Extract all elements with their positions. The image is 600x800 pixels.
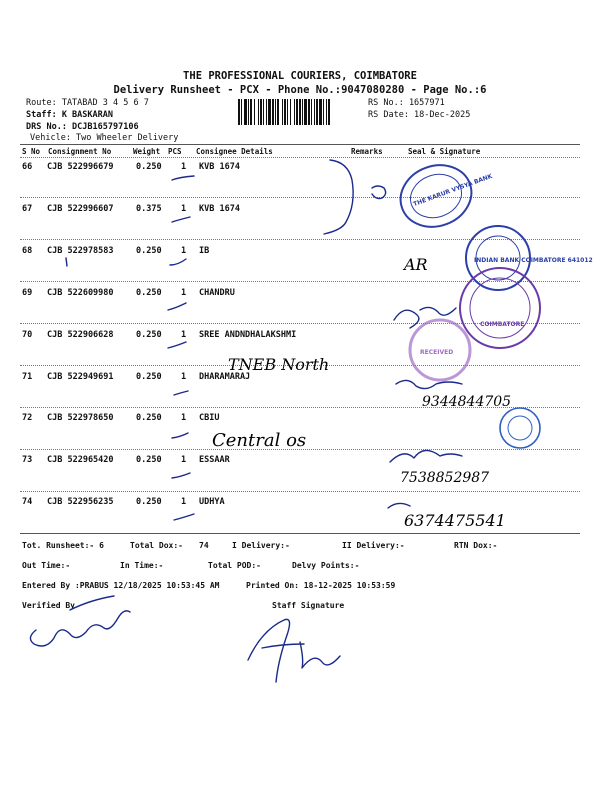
row-weight: 0.250 — [136, 413, 162, 423]
verified-signature-stroke — [70, 596, 114, 610]
col-remarks: Remarks — [351, 147, 383, 156]
row-sno: 69 — [22, 288, 33, 298]
stamp-round-blue — [500, 408, 540, 448]
route-label: Route: TATABAD 3 4 5 6 7 — [26, 98, 149, 108]
sig-row68: AR — [404, 255, 428, 274]
row-pcs: 1 — [181, 162, 187, 172]
total-pod: Total POD:- — [208, 561, 261, 570]
row-weight: 0.250 — [136, 497, 162, 507]
entered-by: Entered By :PRABUS 12/18/2025 10:53:45 AM — [22, 581, 220, 590]
col-sno: S No — [22, 147, 41, 156]
drs-label: DRS No.: DCJB165797106 — [26, 122, 139, 132]
staff-signature — [248, 619, 340, 682]
sig-row74 — [388, 503, 410, 508]
tick-71 — [174, 391, 188, 395]
stamp-indian-text: INDIAN BANK COIMBATORE 641012 — [474, 257, 593, 264]
in-time: In Time:- — [120, 561, 164, 570]
i-delivery: I Delivery:- — [232, 541, 290, 550]
tick-67 — [172, 217, 190, 222]
row-sno: 72 — [22, 413, 33, 423]
row-pcs: 1 — [181, 497, 187, 507]
row-pcs: 1 — [181, 330, 187, 340]
bracket-66-67 — [324, 160, 353, 234]
delvy-points: Delvy Points:- — [292, 561, 360, 570]
tick-69 — [168, 303, 186, 310]
row-consignment-no: CJB 522978583 — [47, 246, 114, 256]
phone-row71: 9344844705 — [422, 394, 512, 410]
verified-signature — [30, 611, 130, 646]
note-row72: Central os — [212, 430, 307, 451]
stamp-karur-vysya — [392, 147, 503, 236]
rs-date: RS Date: 18-Dec-2025 — [368, 110, 471, 120]
row-consignment-no: CJB 522996607 — [47, 204, 114, 214]
row-consignee: IB — [199, 246, 210, 256]
row-consignee: CHANDRU — [199, 288, 235, 298]
row-weight: 0.375 — [136, 204, 162, 214]
row-sno: 66 — [22, 162, 33, 172]
tick-73 — [172, 473, 190, 478]
sig-row73 — [390, 450, 462, 462]
row-sno: 73 — [22, 455, 33, 465]
phone-row74: 6374475541 — [404, 511, 506, 530]
row-pcs: 1 — [181, 372, 187, 382]
row-pcs: 1 — [181, 204, 187, 214]
row-consignee: SREE ANDNDHALAKSHMI — [199, 330, 297, 340]
col-pcs: PCS — [168, 147, 182, 156]
row-weight: 0.250 — [136, 330, 162, 340]
row-sno: 70 — [22, 330, 33, 340]
stamp-coimbatore-text: COIMBATORE — [480, 321, 525, 328]
row-sno: 68 — [22, 246, 33, 256]
initials-66 — [372, 186, 386, 199]
row-consignee: CBIU — [199, 413, 220, 423]
tick-70 — [168, 342, 186, 348]
phone-row73: 7538852987 — [400, 470, 490, 486]
row-sno: 71 — [22, 372, 33, 382]
row-pcs: 1 — [181, 455, 187, 465]
total-dox-value: 74 — [199, 541, 209, 550]
tick-74 — [174, 514, 194, 520]
col-consignment: Consignment No — [48, 147, 112, 156]
row-weight: 0.250 — [136, 246, 162, 256]
col-seal: Seal & Signature — [408, 147, 481, 156]
staff-label: Staff: K BASKARAN — [26, 110, 113, 120]
tick-66 — [172, 176, 194, 180]
sig-row71 — [396, 380, 462, 388]
row-pcs: 1 — [181, 246, 187, 256]
stamp-received — [410, 320, 470, 380]
row-consignee: DHARAMARAJ — [199, 372, 251, 382]
row-weight: 0.250 — [136, 288, 162, 298]
out-time: Out Time:- — [22, 561, 71, 570]
row-pcs: 1 — [181, 413, 187, 423]
staff-signature-label: Staff Signature — [272, 601, 345, 610]
row-consignment-no: CJB 522996679 — [47, 162, 114, 172]
row-consignment-no: CJB 522906628 — [47, 330, 114, 340]
tick-68 — [170, 259, 186, 265]
row-consignee: ESSAAR — [199, 455, 230, 465]
runsheet-title: Delivery Runsheet - PCX - Phone No.:9047080280 - Page No.:6 — [113, 84, 487, 96]
row-consignment-no: CJB 522965420 — [47, 455, 114, 465]
row-consignment-no: CJB 522978650 — [47, 413, 114, 423]
total-dox-label: Total Dox:- — [130, 541, 183, 550]
company-title: THE PROFESSIONAL COURIERS, COIMBATORE — [183, 70, 417, 82]
row-consignment-no: CJB 522956235 — [47, 497, 114, 507]
tick-72 — [172, 433, 188, 438]
vehicle-label: Vehicle: Two Wheeler Delivery — [30, 133, 179, 143]
row-sno: 74 — [22, 497, 33, 507]
col-details: Consignee Details — [196, 147, 273, 156]
row-pcs: 1 — [181, 288, 187, 298]
rtn-dox: RTN Dox:- — [454, 541, 498, 550]
tot-runsheet: Tot. Runsheet:- 6 — [22, 541, 104, 550]
row-consignee: UDHYA — [199, 497, 225, 507]
row-consignment-no: CJB 522609980 — [47, 288, 114, 298]
note-row71: TNEB North — [228, 355, 330, 374]
row-weight: 0.250 — [136, 455, 162, 465]
stamp-received-text: RECEIVED — [420, 349, 454, 356]
verified-by: Verified By — [22, 601, 75, 610]
row-sno: 67 — [22, 204, 33, 214]
rs-number: RS No.: 1657971 — [368, 98, 445, 108]
col-weight: Weight — [133, 147, 161, 156]
row-consignee: KVB 1674 — [199, 162, 240, 172]
printed-on: Printed On: 18-12-2025 10:53:59 — [246, 581, 396, 590]
row-weight: 0.250 — [136, 372, 162, 382]
ii-delivery: II Delivery:- — [342, 541, 405, 550]
row-consignee: KVB 1674 — [199, 204, 240, 214]
row-weight: 0.250 — [136, 162, 162, 172]
stamp-karur-text: THE KARUR VYSYA BANK — [412, 172, 494, 208]
dot-68 — [66, 258, 67, 266]
row-consignment-no: CJB 522949691 — [47, 372, 114, 382]
